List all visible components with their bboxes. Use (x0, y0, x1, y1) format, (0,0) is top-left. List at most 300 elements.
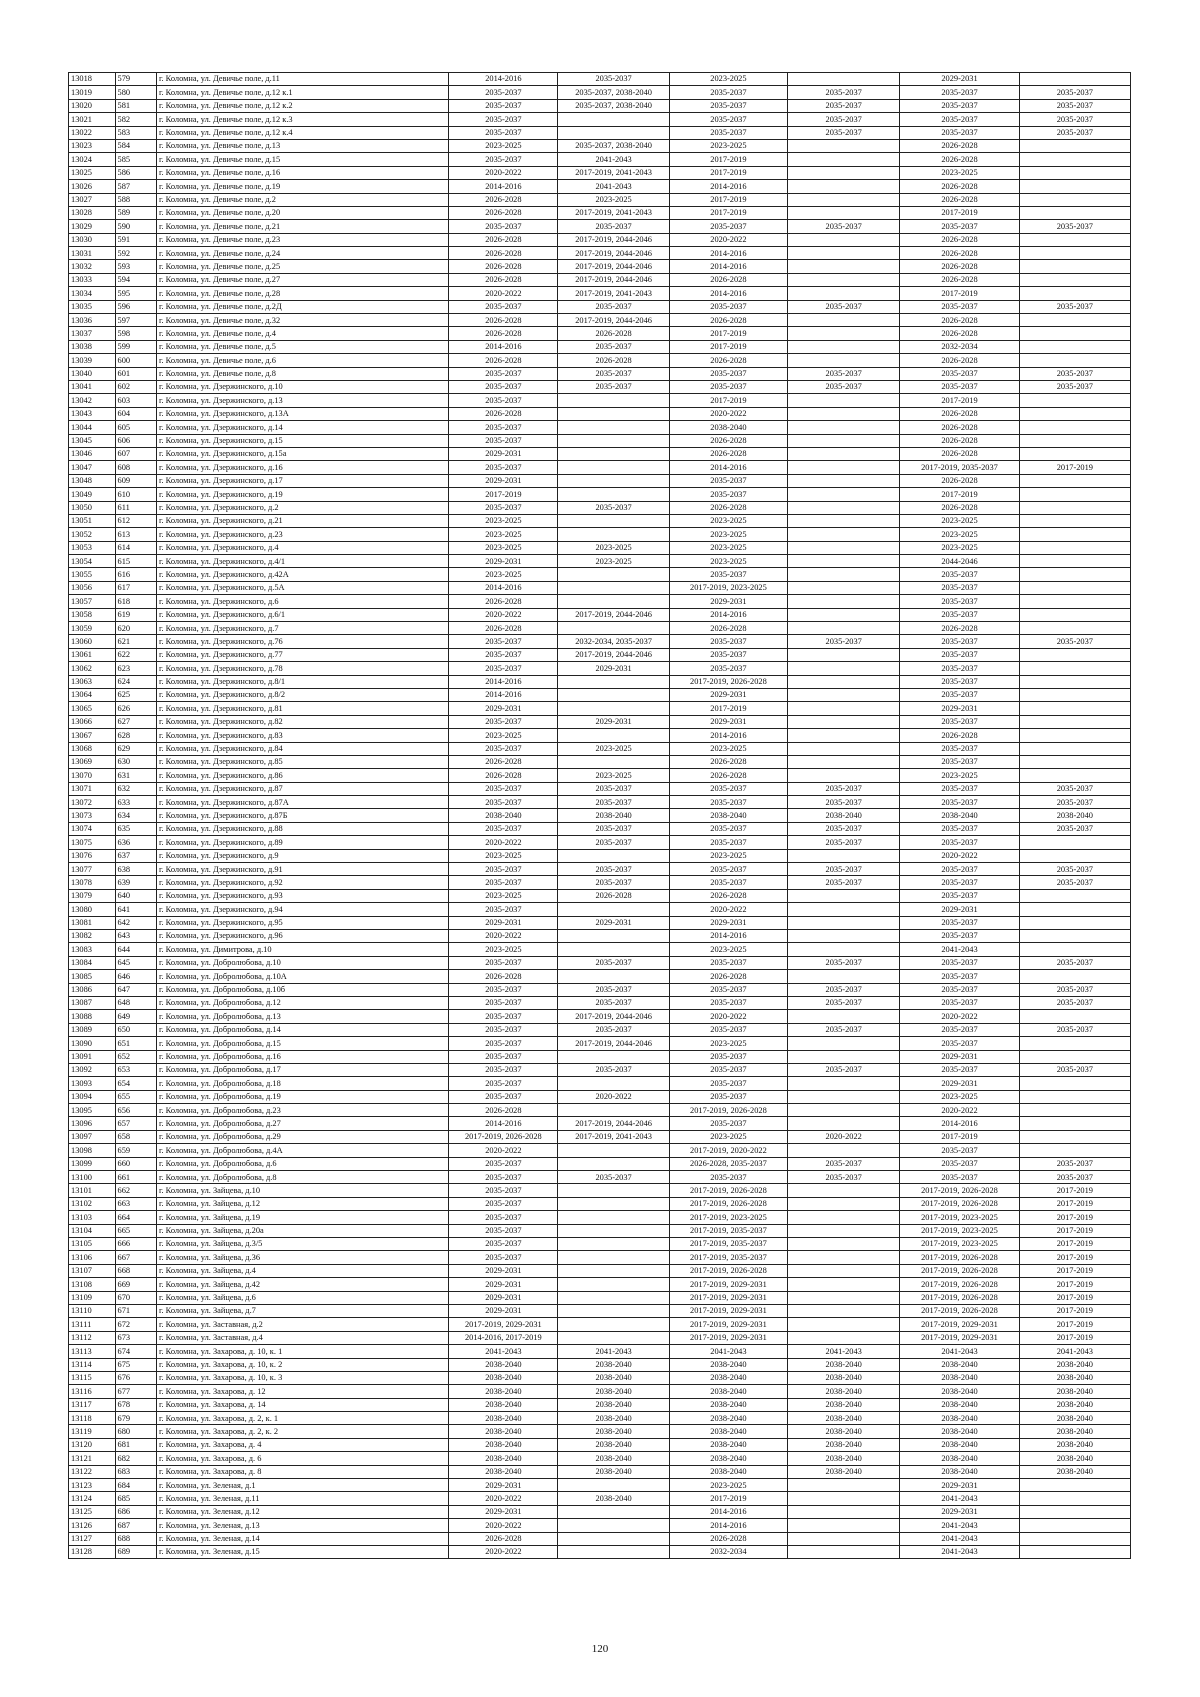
row-number-cell: 13086 (69, 983, 116, 996)
period-cell-5: 2020-2022 (900, 1010, 1019, 1023)
period-cell-1: 2035-2037 (449, 1023, 558, 1036)
record-id-cell: 622 (115, 648, 156, 661)
period-cell-6 (1019, 153, 1130, 166)
period-cell-5: 2035-2037 (900, 970, 1019, 983)
page-number: 120 (591, 1643, 609, 1655)
period-cell-4: 2035-2037 (788, 220, 900, 233)
period-cell-1: 2035-2037 (449, 1050, 558, 1063)
period-cell-5: 2038-2040 (900, 1398, 1019, 1411)
period-cell-4 (788, 1331, 900, 1344)
period-cell-6 (1019, 273, 1130, 286)
period-cell-4: 2038-2040 (788, 1465, 900, 1478)
period-cell-2 (558, 1318, 669, 1331)
period-cell-4 (788, 501, 900, 514)
period-cell-5: 2026-2028 (900, 327, 1019, 340)
row-number-cell: 13070 (69, 769, 116, 782)
address-cell: г. Коломна, ул. Зайцева, д.4 (156, 1264, 448, 1277)
record-id-cell: 583 (115, 126, 156, 139)
period-cell-2: 2017-2019, 2041-2043 (558, 166, 669, 179)
row-number-cell: 13077 (69, 863, 116, 876)
period-cell-3: 2026-2028 (669, 354, 787, 367)
record-id-cell: 617 (115, 581, 156, 594)
row-number-cell: 13018 (69, 73, 116, 86)
period-cell-2: 2017-2019, 2044-2046 (558, 1037, 669, 1050)
period-cell-3: 2014-2016 (669, 608, 787, 621)
row-number-cell: 13107 (69, 1264, 116, 1277)
period-cell-6: 2035-2037 (1019, 1171, 1130, 1184)
table-body (69, 73, 1131, 1559)
table-row (69, 796, 1131, 809)
row-number-cell: 13044 (69, 421, 116, 434)
table-row (69, 1077, 1131, 1090)
period-cell-4: 2038-2040 (788, 1438, 900, 1451)
period-cell-1: 2035-2037 (449, 648, 558, 661)
period-cell-5: 2017-2019, 2029-2031 (900, 1331, 1019, 1344)
record-id-cell: 687 (115, 1519, 156, 1532)
period-cell-2: 2035-2037 (558, 73, 669, 86)
row-number-cell: 13128 (69, 1545, 116, 1558)
period-cell-6 (1019, 287, 1130, 300)
address-cell: г. Коломна, ул. Дзержинского, д.94 (156, 903, 448, 916)
row-number-cell: 13115 (69, 1371, 116, 1384)
period-cell-2 (558, 1278, 669, 1291)
table-row (69, 595, 1131, 608)
address-cell: г. Коломна, ул. Дзержинского, д.81 (156, 702, 448, 715)
period-cell-6: 2017-2019 (1019, 1318, 1130, 1331)
period-cell-3: 2017-2019 (669, 340, 787, 353)
row-number-cell: 13078 (69, 876, 116, 889)
record-id-cell: 677 (115, 1385, 156, 1398)
period-cell-4 (788, 314, 900, 327)
period-cell-1: 2026-2028 (449, 260, 558, 273)
period-cell-3: 2014-2016 (669, 729, 787, 742)
address-cell: г. Коломна, ул. Зеленая, д.11 (156, 1492, 448, 1505)
row-number-cell: 13020 (69, 99, 116, 112)
address-cell: г. Коломна, ул. Зайцева, д.7 (156, 1304, 448, 1317)
period-cell-6 (1019, 1010, 1130, 1023)
period-cell-5: 2035-2037 (900, 916, 1019, 929)
period-cell-6: 2035-2037 (1019, 863, 1130, 876)
period-cell-6 (1019, 434, 1130, 447)
period-cell-2: 2035-2037 (558, 380, 669, 393)
period-cell-4: 2041-2043 (788, 1345, 900, 1358)
table-row (69, 1251, 1131, 1264)
address-cell: г. Коломна, ул. Девичье поле, д.32 (156, 314, 448, 327)
table-row (69, 715, 1131, 728)
period-cell-4: 2035-2037 (788, 99, 900, 112)
row-number-cell: 13029 (69, 220, 116, 233)
period-cell-5: 2035-2037 (900, 367, 1019, 380)
period-cell-6: 2035-2037 (1019, 126, 1130, 139)
address-cell: г. Коломна, ул. Дзержинского, д.8/1 (156, 675, 448, 688)
period-cell-2 (558, 1077, 669, 1090)
row-number-cell: 13124 (69, 1492, 116, 1505)
period-cell-5: 2029-2031 (900, 1077, 1019, 1090)
period-cell-4 (788, 1532, 900, 1545)
period-cell-4 (788, 742, 900, 755)
period-cell-4 (788, 354, 900, 367)
table-row (69, 1371, 1131, 1384)
period-cell-2: 2017-2019, 2044-2046 (558, 1117, 669, 1130)
period-cell-4 (788, 595, 900, 608)
address-cell: г. Коломна, ул. Зеленая, д.13 (156, 1519, 448, 1532)
period-cell-4 (788, 1037, 900, 1050)
period-cell-2 (558, 1479, 669, 1492)
record-id-cell: 599 (115, 340, 156, 353)
period-cell-5: 2035-2037 (900, 956, 1019, 969)
period-cell-5: 2026-2028 (900, 153, 1019, 166)
row-number-cell: 13075 (69, 836, 116, 849)
row-number-cell: 13095 (69, 1104, 116, 1117)
table-row (69, 836, 1131, 849)
table-row (69, 1023, 1131, 1036)
period-cell-5: 2023-2025 (900, 166, 1019, 179)
period-cell-6: 2035-2037 (1019, 876, 1130, 889)
row-number-cell: 13032 (69, 260, 116, 273)
address-cell: г. Коломна, ул. Дзержинского, д.19 (156, 488, 448, 501)
table-row (69, 180, 1131, 193)
period-cell-2 (558, 1291, 669, 1304)
period-cell-1: 2029-2031 (449, 555, 558, 568)
period-cell-1: 2020-2022 (449, 608, 558, 621)
period-cell-6 (1019, 193, 1130, 206)
period-cell-4 (788, 1291, 900, 1304)
address-cell: г. Коломна, ул. Добролюбова, д.16 (156, 1050, 448, 1063)
period-cell-6: 2038-2040 (1019, 1412, 1130, 1425)
period-cell-3: 2038-2040 (669, 1371, 787, 1384)
period-cell-2: 2041-2043 (558, 153, 669, 166)
record-id-cell: 602 (115, 380, 156, 393)
table-row (69, 916, 1131, 929)
row-number-cell: 13065 (69, 702, 116, 715)
period-cell-5: 2035-2037 (900, 113, 1019, 126)
period-cell-4 (788, 340, 900, 353)
period-cell-2: 2032-2034, 2035-2037 (558, 635, 669, 648)
table-row (69, 889, 1131, 902)
period-cell-1: 2038-2040 (449, 1465, 558, 1478)
period-cell-5: 2044-2046 (900, 555, 1019, 568)
record-id-cell: 586 (115, 166, 156, 179)
period-cell-1: 2020-2022 (449, 166, 558, 179)
period-cell-2: 2023-2025 (558, 742, 669, 755)
record-id-cell: 633 (115, 796, 156, 809)
period-cell-1: 2020-2022 (449, 1492, 558, 1505)
table-row (69, 996, 1131, 1009)
record-id-cell: 642 (115, 916, 156, 929)
record-id-cell: 589 (115, 206, 156, 219)
period-cell-2 (558, 1050, 669, 1063)
address-cell: г. Коломна, ул. Добролюбова, д.10А (156, 970, 448, 983)
schedule-table (68, 72, 1131, 1559)
period-cell-4: 2035-2037 (788, 876, 900, 889)
table-row (69, 1398, 1131, 1411)
period-cell-4: 2035-2037 (788, 863, 900, 876)
address-cell: г. Коломна, ул. Дзержинского, д.23 (156, 528, 448, 541)
period-cell-4 (788, 1010, 900, 1023)
period-cell-3: 2023-2025 (669, 555, 787, 568)
period-cell-4 (788, 260, 900, 273)
address-cell: г. Коломна, ул. Зеленая, д.1 (156, 1479, 448, 1492)
period-cell-3: 2035-2037 (669, 648, 787, 661)
period-cell-6: 2017-2019 (1019, 1237, 1130, 1250)
period-cell-4 (788, 247, 900, 260)
period-cell-5: 2035-2037 (900, 836, 1019, 849)
record-id-cell: 663 (115, 1197, 156, 1210)
address-cell: г. Коломна, ул. Дзержинского, д.87Б (156, 809, 448, 822)
address-cell: г. Коломна, ул. Девичье поле, д.8 (156, 367, 448, 380)
record-id-cell: 644 (115, 943, 156, 956)
period-cell-2: 2035-2037 (558, 1023, 669, 1036)
period-cell-5: 2041-2043 (900, 1492, 1019, 1505)
period-cell-4 (788, 193, 900, 206)
period-cell-5: 2029-2031 (900, 702, 1019, 715)
period-cell-1: 2026-2028 (449, 314, 558, 327)
row-number-cell: 13113 (69, 1345, 116, 1358)
period-cell-4 (788, 488, 900, 501)
period-cell-1: 2014-2016 (449, 73, 558, 86)
period-cell-6 (1019, 166, 1130, 179)
period-cell-2: 2038-2040 (558, 1425, 669, 1438)
period-cell-6: 2035-2037 (1019, 220, 1130, 233)
row-number-cell: 13074 (69, 822, 116, 835)
table-row (69, 1184, 1131, 1197)
period-cell-4 (788, 514, 900, 527)
period-cell-6: 2035-2037 (1019, 1063, 1130, 1076)
period-cell-4: 2035-2037 (788, 996, 900, 1009)
row-number-cell: 13063 (69, 675, 116, 688)
table-row (69, 742, 1131, 755)
period-cell-1: 2035-2037 (449, 113, 558, 126)
table-row (69, 1438, 1131, 1451)
period-cell-1: 2026-2028 (449, 755, 558, 768)
period-cell-2 (558, 514, 669, 527)
row-number-cell: 13021 (69, 113, 116, 126)
period-cell-5: 2017-2019 (900, 394, 1019, 407)
record-id-cell: 587 (115, 180, 156, 193)
period-cell-6: 2041-2043 (1019, 1345, 1130, 1358)
period-cell-2 (558, 488, 669, 501)
period-cell-1: 2038-2040 (449, 1452, 558, 1465)
period-cell-6 (1019, 394, 1130, 407)
period-cell-3: 2017-2019 (669, 206, 787, 219)
address-cell: г. Коломна, ул. Дзержинского, д.13 (156, 394, 448, 407)
address-cell: г. Коломна, ул. Дзержинского, д.77 (156, 648, 448, 661)
record-id-cell: 653 (115, 1063, 156, 1076)
period-cell-3: 2035-2037 (669, 99, 787, 112)
period-cell-2 (558, 1519, 669, 1532)
period-cell-3: 2017-2019 (669, 394, 787, 407)
period-cell-5: 2017-2019, 2026-2028 (900, 1197, 1019, 1210)
period-cell-4 (788, 889, 900, 902)
period-cell-3: 2026-2028 (669, 755, 787, 768)
period-cell-2: 2038-2040 (558, 1412, 669, 1425)
period-cell-5: 2035-2037 (900, 755, 1019, 768)
period-cell-5: 2035-2037 (900, 662, 1019, 675)
period-cell-2: 2035-2037 (558, 367, 669, 380)
period-cell-6 (1019, 742, 1130, 755)
record-id-cell: 680 (115, 1425, 156, 1438)
address-cell: г. Коломна, ул. Девичье поле, д.12 к.2 (156, 99, 448, 112)
row-number-cell: 13087 (69, 996, 116, 1009)
period-cell-6: 2035-2037 (1019, 996, 1130, 1009)
period-cell-1: 2035-2037 (449, 394, 558, 407)
period-cell-6: 2035-2037 (1019, 86, 1130, 99)
period-cell-1: 2035-2037 (449, 1197, 558, 1210)
period-cell-2 (558, 675, 669, 688)
period-cell-6: 2038-2040 (1019, 1358, 1130, 1371)
period-cell-2: 2020-2022 (558, 1090, 669, 1103)
period-cell-3: 2035-2037 (669, 983, 787, 996)
period-cell-6 (1019, 501, 1130, 514)
period-cell-4: 2035-2037 (788, 113, 900, 126)
table-row (69, 300, 1131, 313)
table-row (69, 1264, 1131, 1277)
row-number-cell: 13093 (69, 1077, 116, 1090)
address-cell: г. Коломна, ул. Зайцева, д.36 (156, 1251, 448, 1264)
period-cell-2: 2035-2037 (558, 796, 669, 809)
period-cell-1: 2038-2040 (449, 1385, 558, 1398)
table-row (69, 421, 1131, 434)
table-row (69, 970, 1131, 983)
period-cell-1: 2014-2016 (449, 1117, 558, 1130)
row-number-cell: 13036 (69, 314, 116, 327)
period-cell-1: 2029-2031 (449, 1278, 558, 1291)
period-cell-2: 2017-2019, 2041-2043 (558, 206, 669, 219)
address-cell: г. Коломна, ул. Зеленая, д.15 (156, 1545, 448, 1558)
period-cell-2 (558, 595, 669, 608)
row-number-cell: 13096 (69, 1117, 116, 1130)
period-cell-3: 2023-2025 (669, 1037, 787, 1050)
row-number-cell: 13120 (69, 1438, 116, 1451)
table-row (69, 1412, 1131, 1425)
period-cell-1: 2029-2031 (449, 1264, 558, 1277)
period-cell-4 (788, 1318, 900, 1331)
period-cell-5: 2035-2037 (900, 1037, 1019, 1050)
period-cell-3: 2020-2022 (669, 903, 787, 916)
row-number-cell: 13110 (69, 1304, 116, 1317)
table-row (69, 608, 1131, 621)
period-cell-3: 2017-2019 (669, 702, 787, 715)
period-cell-4 (788, 1519, 900, 1532)
record-id-cell: 661 (115, 1171, 156, 1184)
address-cell: г. Коломна, ул. Дзержинского, д.6 (156, 595, 448, 608)
period-cell-5: 2038-2040 (900, 1425, 1019, 1438)
row-number-cell: 13073 (69, 809, 116, 822)
period-cell-6: 2038-2040 (1019, 1385, 1130, 1398)
period-cell-2 (558, 407, 669, 420)
record-id-cell: 670 (115, 1291, 156, 1304)
row-number-cell: 13091 (69, 1050, 116, 1063)
table-row (69, 1278, 1131, 1291)
address-cell: г. Коломна, ул. Зайцева, д.10 (156, 1184, 448, 1197)
period-cell-2: 2038-2040 (558, 809, 669, 822)
period-cell-1: 2035-2037 (449, 1010, 558, 1023)
period-cell-5: 2038-2040 (900, 1465, 1019, 1478)
period-cell-4 (788, 153, 900, 166)
row-number-cell: 13047 (69, 461, 116, 474)
record-id-cell: 640 (115, 889, 156, 902)
period-cell-4: 2035-2037 (788, 836, 900, 849)
address-cell: г. Коломна, ул. Дзержинского, д.85 (156, 755, 448, 768)
period-cell-5: 2038-2040 (900, 1358, 1019, 1371)
period-cell-4 (788, 1224, 900, 1237)
period-cell-6: 2017-2019 (1019, 1184, 1130, 1197)
period-cell-3: 2035-2037 (669, 568, 787, 581)
period-cell-4 (788, 1211, 900, 1224)
period-cell-3: 2014-2016 (669, 461, 787, 474)
table-row (69, 1117, 1131, 1130)
period-cell-2: 2038-2040 (558, 1385, 669, 1398)
table-row (69, 1010, 1131, 1023)
period-cell-3: 2017-2019 (669, 327, 787, 340)
period-cell-4 (788, 394, 900, 407)
period-cell-2: 2023-2025 (558, 193, 669, 206)
period-cell-5: 2035-2037 (900, 796, 1019, 809)
period-cell-2: 2035-2037, 2038-2040 (558, 99, 669, 112)
table-row (69, 903, 1131, 916)
table-row (69, 983, 1131, 996)
record-id-cell: 588 (115, 193, 156, 206)
period-cell-3: 2035-2037 (669, 996, 787, 1009)
table-row (69, 1385, 1131, 1398)
period-cell-2: 2035-2037 (558, 1171, 669, 1184)
period-cell-1: 2035-2037 (449, 1063, 558, 1076)
period-cell-1: 2035-2037 (449, 1090, 558, 1103)
period-cell-2 (558, 1184, 669, 1197)
period-cell-1: 2035-2037 (449, 126, 558, 139)
period-cell-4 (788, 166, 900, 179)
row-number-cell: 13100 (69, 1171, 116, 1184)
period-cell-4 (788, 461, 900, 474)
period-cell-4 (788, 849, 900, 862)
period-cell-1: 2035-2037 (449, 1037, 558, 1050)
period-cell-5: 2017-2019, 2023-2025 (900, 1224, 1019, 1237)
period-cell-3: 2017-2019, 2020-2022 (669, 1144, 787, 1157)
table-row (69, 380, 1131, 393)
period-cell-6 (1019, 233, 1130, 246)
period-cell-1: 2023-2025 (449, 729, 558, 742)
record-id-cell: 675 (115, 1358, 156, 1371)
period-cell-4 (788, 327, 900, 340)
period-cell-1: 2026-2028 (449, 206, 558, 219)
period-cell-6 (1019, 662, 1130, 675)
row-number-cell: 13085 (69, 970, 116, 983)
address-cell: г. Коломна, ул. Захарова, д. 12 (156, 1385, 448, 1398)
period-cell-3: 2017-2019, 2026-2028 (669, 1197, 787, 1210)
period-cell-4: 2035-2037 (788, 822, 900, 835)
period-cell-6 (1019, 943, 1130, 956)
row-number-cell: 13111 (69, 1318, 116, 1331)
row-number-cell: 13083 (69, 943, 116, 956)
address-cell: г. Коломна, ул. Добролюбова, д.27 (156, 1117, 448, 1130)
table-row (69, 1465, 1131, 1478)
period-cell-3: 2017-2019 (669, 153, 787, 166)
address-cell: г. Коломна, ул. Дзержинского, д.16 (156, 461, 448, 474)
address-cell: г. Коломна, ул. Дзержинского, д.15 (156, 434, 448, 447)
table-row (69, 662, 1131, 675)
table-row (69, 394, 1131, 407)
period-cell-6: 2035-2037 (1019, 1157, 1130, 1170)
period-cell-3: 2017-2019, 2026-2028 (669, 1104, 787, 1117)
period-cell-3: 2023-2025 (669, 528, 787, 541)
record-id-cell: 629 (115, 742, 156, 755)
period-cell-4 (788, 930, 900, 943)
period-cell-4: 2035-2037 (788, 126, 900, 139)
period-cell-6 (1019, 555, 1130, 568)
row-number-cell: 13080 (69, 903, 116, 916)
record-id-cell: 682 (115, 1452, 156, 1465)
period-cell-1: 2017-2019, 2029-2031 (449, 1318, 558, 1331)
